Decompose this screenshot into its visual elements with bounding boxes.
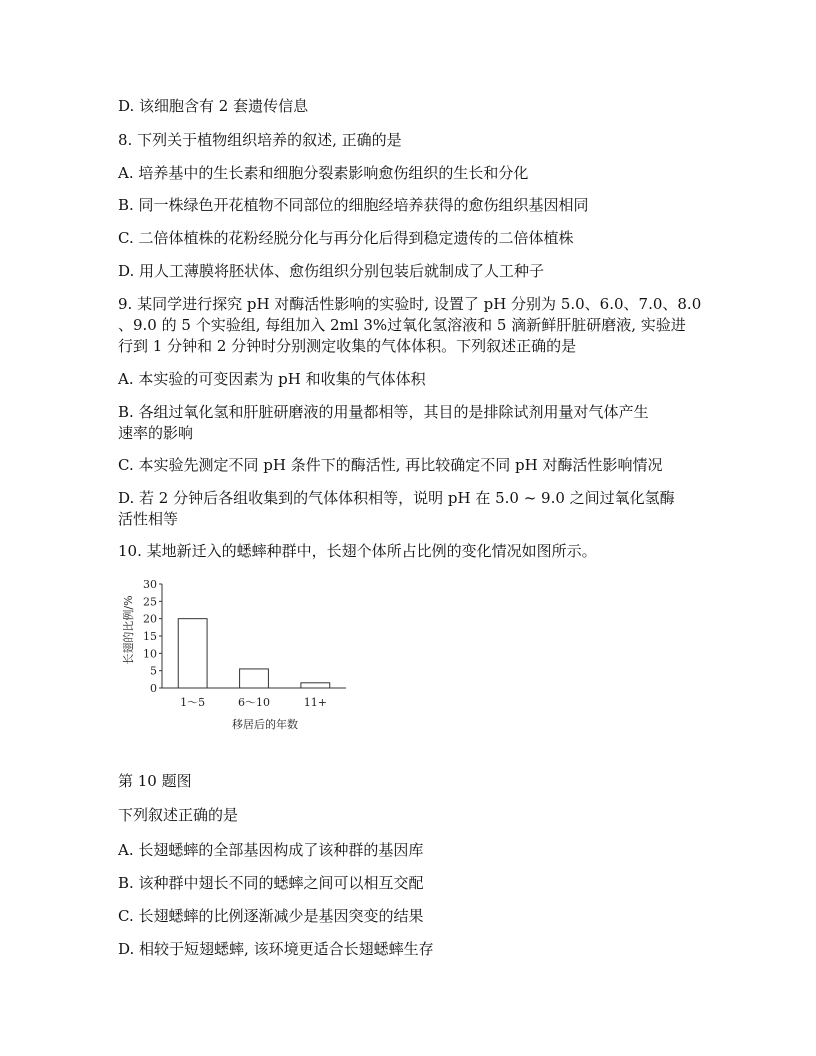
x-tick-label: 6～10	[238, 696, 270, 709]
option-8c: C. 二倍体植株的花粉经脱分化与再分化后得到稳定遗传的二倍体植株	[118, 229, 574, 247]
y-tick-label: 20	[143, 612, 157, 626]
figure-caption: 第 10 题图	[118, 772, 192, 790]
question-8: 8. 下列关于植物组织培养的叙述, 正确的是	[118, 131, 402, 149]
option-10a: A. 长翅蟋蟀的全部基因构成了该种群的基因库	[118, 841, 424, 859]
bar-chart	[118, 572, 358, 742]
y-tick-label: 5	[150, 664, 157, 678]
option-8b: B. 同一株绿色开花植物不同部位的细胞经培养获得的愈伤组织基因相同	[118, 196, 589, 214]
chart-svg	[118, 572, 358, 742]
option-9d-line-1: D. 若 2 分钟后各组收集到的气体体积相等，说明 pH 在 5.0 ~ 9.0 之间过氧化氢酶	[118, 489, 675, 507]
y-tick-label: 0	[150, 682, 157, 695]
x-tick-label: 11+	[303, 696, 327, 709]
question-10-prompt: 下列叙述正确的是	[118, 806, 239, 824]
x-tick-label: 1～5	[180, 696, 206, 709]
x-axis-label: 移居后的年数	[232, 718, 298, 731]
bar	[240, 669, 269, 688]
option-10d: D. 相较于短翅蟋蟀, 该环境更适合长翅蟋蟀生存	[118, 940, 434, 958]
y-axis-label: 长翅的比例/%	[122, 595, 135, 665]
bar	[301, 683, 330, 688]
question-9-line-2: 、9.0 的 5 个实验组, 每组加入 2ml 3%过氧化氢溶液和 5 滴新鲜肝脏研磨液, 实验进	[118, 316, 686, 334]
y-tick-label: 30	[143, 578, 157, 591]
y-tick-label: 15	[143, 630, 157, 643]
option-8d: D. 用人工薄膜将胚状体、愈伤组织分别包装后就制成了人工种子	[118, 262, 545, 280]
option-10b: B. 该种群中翅长不同的蟋蟀之间可以相互交配	[118, 874, 424, 892]
option-10c: C. 长翅蟋蟀的比例逐渐减少是基因突变的结果	[118, 907, 424, 925]
bar	[178, 619, 207, 688]
option-7d: D. 该细胞含有 2 套遗传信息	[118, 97, 309, 115]
y-tick-label: 10	[143, 647, 157, 661]
option-9d-line-2: 活性相等	[118, 510, 179, 528]
question-9-line-1: 9. 某同学进行探究 pH 对酶活性影响的实验时, 设置了 pH 分别为 5.0、6.0、7.0、8.0	[118, 295, 702, 313]
question-10: 10. 某地新迁入的蟋蟀种群中，长翅个体所占比例的变化情况如图所示。	[118, 542, 597, 560]
option-8a: A. 培养基中的生长素和细胞分裂素影响愈伤组织的生长和分化	[118, 164, 529, 182]
question-9-line-3: 行到 1 分钟和 2 分钟时分别测定收集的气体体积。下列叙述正确的是	[118, 337, 577, 355]
option-9b-line-2: 速率的影响	[118, 424, 194, 442]
option-9b-line-1: B. 各组过氧化氢和肝脏研磨液的用量都相等，其目的是排除试剂用量对气体产生	[118, 403, 649, 421]
option-9a: A. 本实验的可变因素为 pH 和收集的气体体积	[118, 370, 426, 388]
option-9c: C. 本实验先测定不同 pH 条件下的酶活性, 再比较确定不同 pH 对酶活性影响情况	[118, 456, 663, 474]
y-tick-label: 25	[143, 595, 157, 609]
